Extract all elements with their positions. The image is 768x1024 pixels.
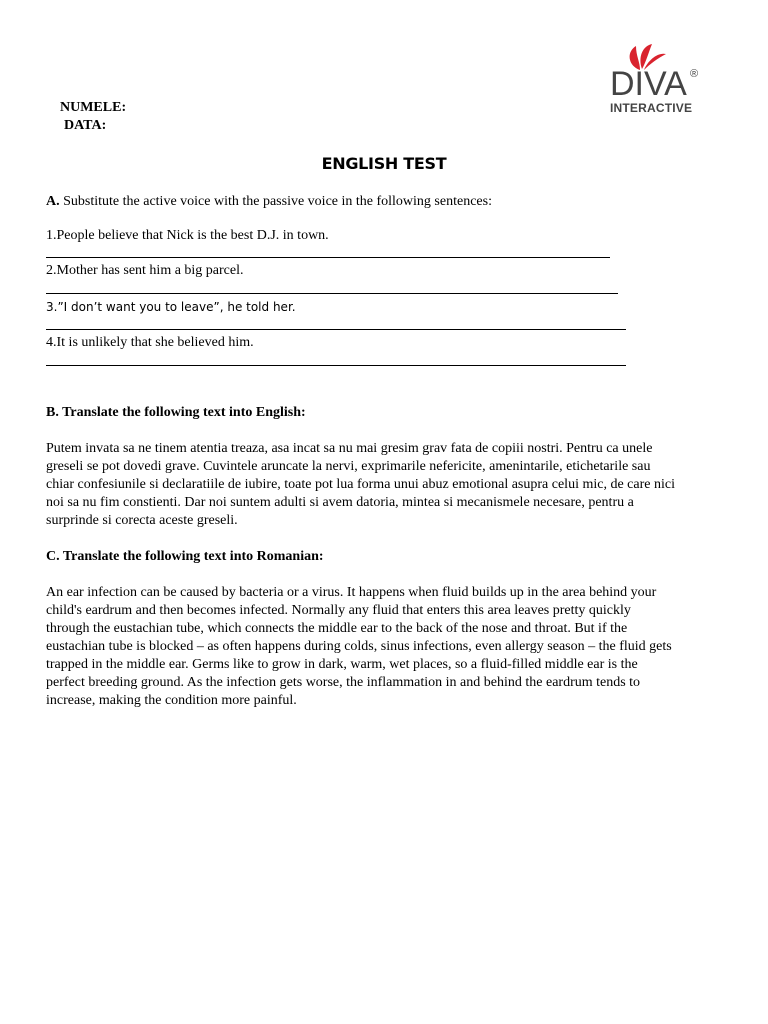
answer-line-2[interactable] bbox=[46, 292, 618, 294]
section-a-sentence-2: 2.Mother has sent him a big parcel. bbox=[46, 263, 244, 278]
logo-brand-text: DIVA bbox=[610, 65, 687, 103]
section-c-line: through the eustachian tube, which connects the middle ear to the back of the nose and throat. But if the bbox=[46, 621, 628, 636]
section-b-line: Putem invata sa ne tinem atentia treaza, asa incat sa nu mai gresim grav fata de copiii nostri. Pentru ca unele bbox=[46, 441, 653, 456]
section-c-line: An ear infection can be caused by bacteria or a virus. It happens when fluid builds up in the area behind your bbox=[46, 585, 657, 600]
section-b-line: chiar confesiunile si declaratiile de iubire, toate pot lua forma unui abuz emotional asupra celui mic, de care nici bbox=[46, 477, 675, 492]
page-title: ENGLISH TEST bbox=[321, 154, 447, 173]
logo-subtitle: INTERACTIVE bbox=[610, 101, 693, 115]
section-c-line: trapped in the middle ear. Germs like to grow in dark, warm, wet places, so a fluid-filled middle ear is the bbox=[46, 657, 638, 672]
section-a-instruction bbox=[46, 193, 492, 211]
section-a-letter: A. bbox=[46, 194, 60, 209]
diva-logo bbox=[606, 42, 716, 118]
section-b-line: greseli se pot dovedi grave. Cuvintele aruncate la nervi, exprimarile nefericite, amenintarile, etichetarile sau bbox=[46, 459, 651, 474]
answer-line-1[interactable] bbox=[46, 256, 610, 258]
section-b-heading: B. Translate the following text into English: bbox=[46, 405, 306, 420]
section-a-sentence-1: 1.People believe that Nick is the best D.J. in town. bbox=[46, 228, 329, 243]
section-c-line: perfect breeding ground. As the infection gets worse, the inflammation in and behind the eardrum tends to bbox=[46, 675, 641, 690]
logo-registered-mark: ® bbox=[690, 68, 699, 80]
section-c-line: increase, making the condition more painful. bbox=[46, 693, 297, 708]
answer-line-4[interactable] bbox=[46, 364, 626, 366]
section-a-instruction-text: Substitute the active voice with the passive voice in the following sentences: bbox=[63, 194, 492, 209]
date-label: DATA: bbox=[64, 118, 107, 133]
section-c-line: eustachian tube is blocked – as often happens during colds, sinus infections, even allergy season – the fluid gets bbox=[46, 639, 672, 654]
section-a-sentence-4: 4.It is unlikely that she believed him. bbox=[46, 335, 254, 350]
section-b-line: noi sa nu fim constienti. Dar noi suntem adulti si avem datoria, mintea si mecanismele necesare, pentru a bbox=[46, 495, 634, 510]
section-b-text bbox=[46, 440, 726, 530]
section-c-line: child's eardrum and then becomes infected. Normally any fluid that enters this area leaves pretty quickly bbox=[46, 603, 631, 618]
section-c-text bbox=[46, 584, 726, 710]
name-label: NUMELE: bbox=[60, 100, 127, 115]
section-b-line: surprinde si corecta aceste greseli. bbox=[46, 513, 238, 528]
section-c-heading: C. Translate the following text into Romanian: bbox=[46, 549, 324, 564]
answer-line-3[interactable] bbox=[46, 328, 626, 330]
section-a-sentence-3: 3.”I don’t want you to leave”, he told her. bbox=[46, 300, 296, 314]
